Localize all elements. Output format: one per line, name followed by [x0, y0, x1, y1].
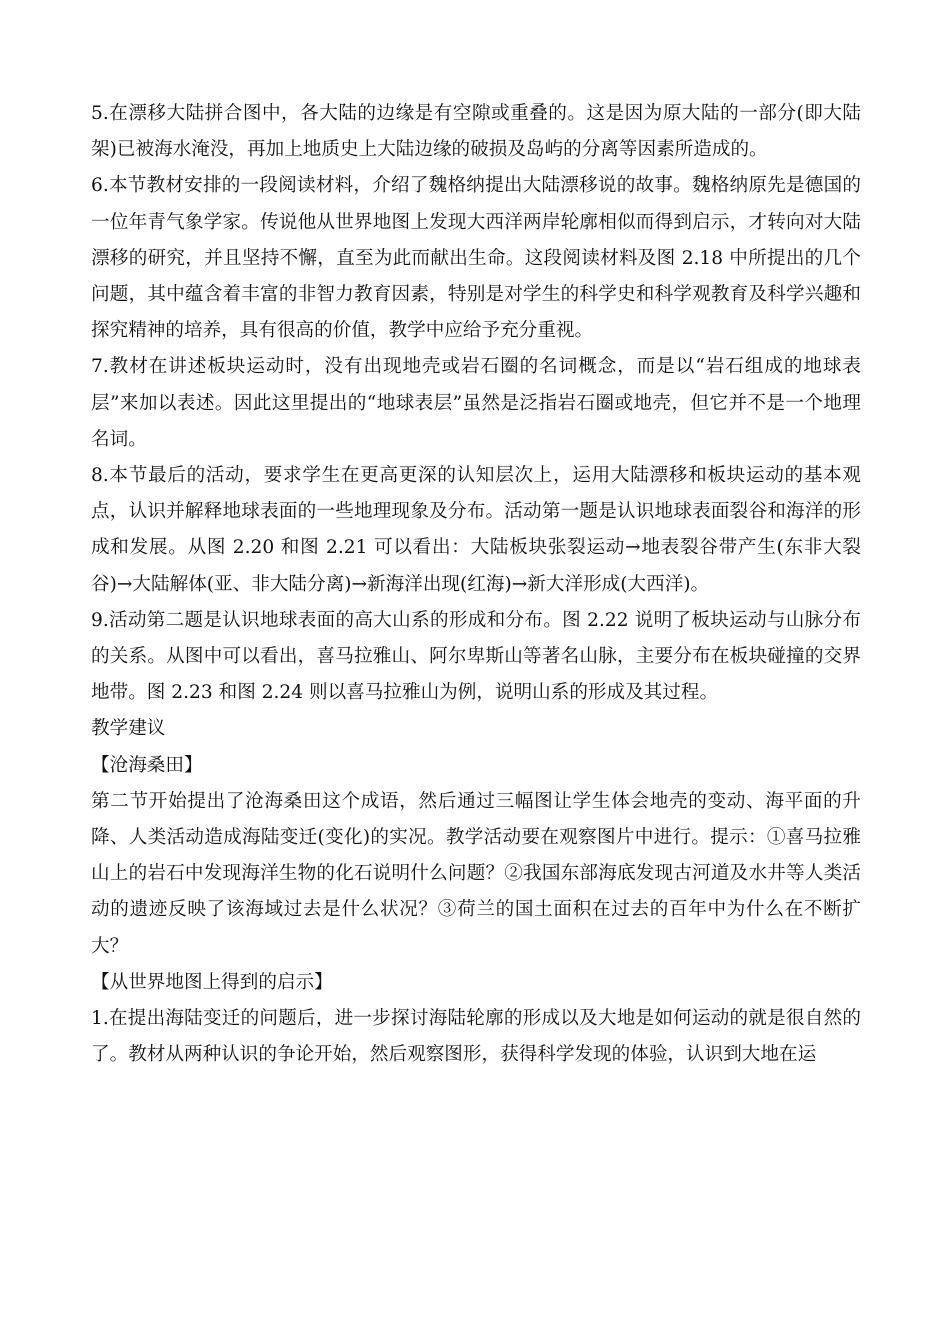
paragraph-6: 6.本节教材安排的一段阅读材料，介绍了魏格纳提出大陆漂移说的故事。魏格纳原先是德国的一位年青气象学家。传说他从世界地图上发现大西洋两岸轮廓相似而得到启示，才转向对大陆漂移的研究，并且坚持不懈，直至为此而献出生命。这段阅读材料及图 2.18 中所提出的几个问题，其中蕴含着丰富的非智力教育因素，特别是对学生的科学史和科学观教育及科学兴趣和探究精神的培养，具有很高的价值，教学中应给予充分重视。 — [91, 175, 861, 342]
document-page — [91, 96, 861, 1073]
paragraph-9: 9.活动第二题是认识地球表面的高大山系的形成和分布。图 2.22 说明了板块运动与山脉分布的关系。从图中可以看出，喜马拉雅山、阿尔卑斯山等著名山脉，主要分布在板块碰撞的交界地带。图 2.23 和图 2.24 则以喜马拉雅山为例，说明山系的形成及其过程。 — [91, 609, 861, 704]
paragraph-8: 8.本节最后的活动，要求学生在更高更深的认知层次上，运用大陆漂移和板块运动的基本观点，认识并解释地球表面的一些地理现象及分布。活动第一题是认识地球表面裂谷和海洋的形成和发展。从图 2.20 和图 2.21 可以看出：大陆板块张裂运动→地表裂谷带产生(东非大裂谷)→大陆解体(亚、非大陆分离)→新海洋出现(红海)→新大洋形成(大西洋)。 — [91, 465, 861, 595]
subsection-body-canghai: 第二节开始提出了沧海桑田这个成语，然后通过三幅图让学生体会地壳的变动、海平面的升降、人类活动造成海陆变迁(变化)的实况。教学活动要在观察图片中进行。提示：①喜马拉雅山上的岩石中发现海洋生物的化石说明什么问题？②我国东部海底发现古河道及水井等人类活动的遗迹反映了该海域过去是什么状况？③荷兰的国土面积在过去的百年中为什么在不断扩大？ — [91, 790, 861, 957]
paragraph-5: 5.在漂移大陆拼合图中，各大陆的边缘是有空隙或重叠的。这是因为原大陆的一部分(即大陆架)已被海水淹没，再加上地质史上大陆边缘的破损及岛屿的分离等因素所造成的。 — [91, 103, 861, 161]
section-title: 教学建议 — [91, 718, 166, 740]
subsection-title-world-map: 【从世界地图上得到的启示】 — [91, 971, 333, 993]
subsection-body-world-map: 1.在提出海陆变迁的问题后，进一步探讨海陆轮廓的形成以及大地是如何运动的就是很自然的了。教材从两种认识的争论开始，然后观察图形，获得科学发现的体验，认识到大地在运 — [91, 1008, 861, 1066]
subsection-title-canghai: 【沧海桑田】 — [91, 754, 203, 776]
paragraph-7: 7.教材在讲述板块运动时，没有出现地壳或岩石圈的名词概念，而是以“岩石组成的地球表层”来加以表述。因此这里提出的“地球表层”虽然是泛指岩石圈或地壳，但它并不是一个地理名词。 — [91, 356, 861, 450]
